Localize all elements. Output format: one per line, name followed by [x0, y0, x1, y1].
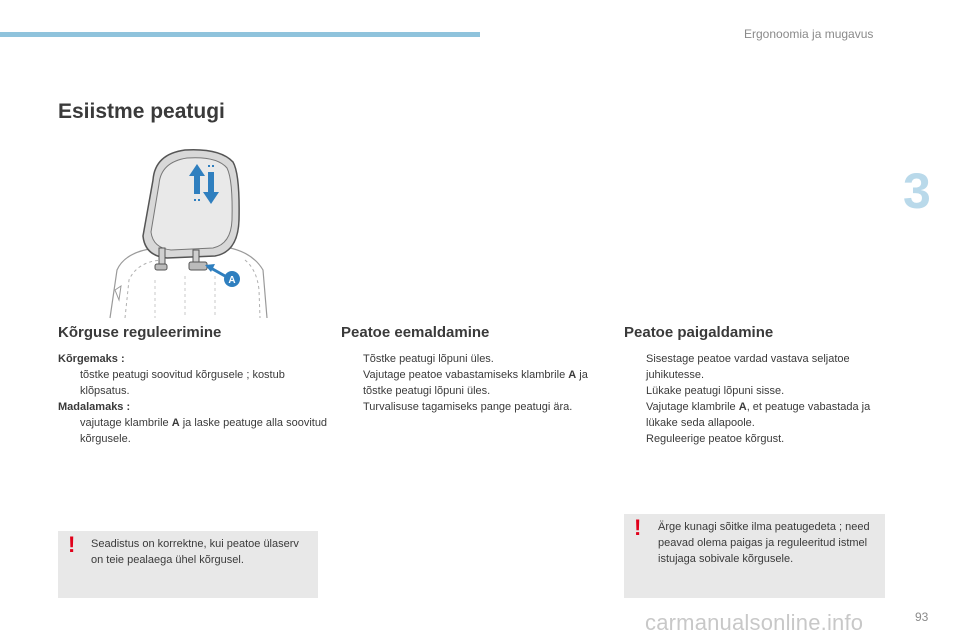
note-text: Seadistus on korrektne, kui peatoe ülaserv on teie pealaega ühel kõrgusel. — [91, 538, 299, 566]
warning-note-right — [624, 514, 885, 598]
list-item: tõstke peatugi soovitud kõrgusele ; kostub klõpsatus. — [80, 369, 285, 397]
column-removal — [341, 324, 611, 415]
column-title: Kõrguse reguleerimine — [58, 324, 222, 341]
section-title: Ergonoomia ja mugavus — [744, 27, 874, 41]
watermark: carmanualsonline.info — [645, 610, 864, 635]
column-title: Peatoe eemaldamine — [341, 324, 490, 341]
warning-note-left — [58, 531, 318, 598]
callout-a-label: A — [228, 275, 236, 286]
note-text: Ärge kunagi sõitke ilma peatugedeta ; need peavad olema paigas ja reguleeritud istmel istujaga sobivale kõrgusele. — [658, 521, 870, 565]
column-title: Peatoe paigaldamine — [624, 324, 774, 341]
headrest-illustration — [95, 140, 275, 320]
column-installation — [624, 324, 894, 447]
subheading-higher: Kõrgemaks : — [58, 353, 125, 365]
page-number: 93 — [915, 610, 929, 624]
subheading-lower: Madalamaks : — [58, 401, 131, 413]
list-item: Reguleerige peatoe kõrgust. — [646, 433, 785, 445]
list-item: Turvalisuse tagamiseks pange peatugi ära. — [363, 401, 573, 413]
warning-icon: ! — [634, 515, 642, 540]
list-item: Tõstke peatugi lõpuni üles. — [363, 353, 494, 365]
list-item: Vajutage peatoe vabastamiseks klambrile A ja tõstke peatugi lõpuni üles. — [363, 369, 588, 397]
list-item: Vajutage klambrile A, et peatuge vabastada ja lükake seda allapoole. — [646, 401, 871, 429]
warning-icon: ! — [68, 532, 76, 557]
list-item: Lükake peatugi lõpuni sisse. — [646, 385, 785, 397]
page-heading: Esiistme peatugi — [58, 100, 225, 123]
list-item: vajutage klambrile A ja laske peatuge alla soovitud kõrgusele. — [80, 417, 328, 445]
column-height-adjustment — [58, 324, 328, 447]
chapter-number: 3 — [903, 163, 931, 219]
list-item: Sisestage peatoe vardad vastava seljatoe juhikutesse. — [646, 353, 850, 381]
header-accent-bar — [0, 32, 480, 37]
